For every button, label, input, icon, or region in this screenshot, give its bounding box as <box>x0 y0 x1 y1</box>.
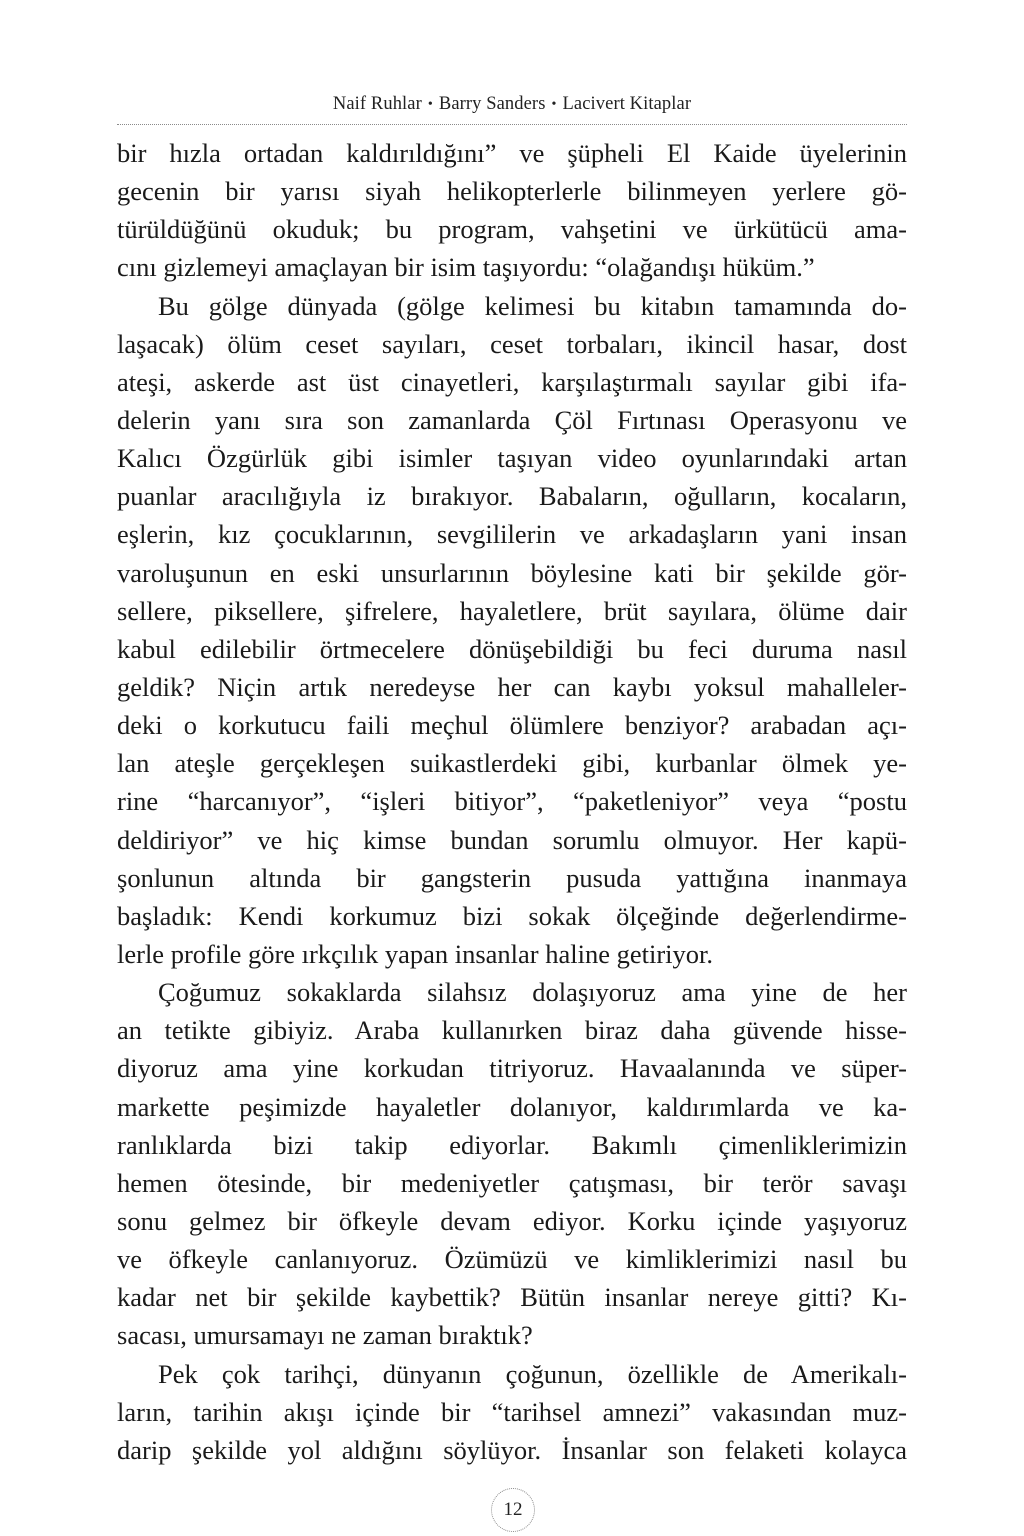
text-line: türüldüğünü okuduk; bu program, vahşetini ve ürkütücü ama- <box>117 214 907 245</box>
text-line: lerle profile göre ırkçılık yapan insanlar haline getiriyor. <box>117 938 714 969</box>
header-separator: • <box>551 97 557 112</box>
page-number: 12 <box>491 1488 535 1532</box>
text-line: darip şekilde yol aldığını söylüyor. İnsanlar son felaketi kolayca <box>117 1434 907 1465</box>
body-text <box>117 134 907 1469</box>
text-line: kabul edilebilir örtmecelere dönüşebildiği bu feci duruma nasıl <box>117 633 907 664</box>
text-line: eşlerin, kız çocuklarının, sevgililerin ve arkadaşların yani insan <box>117 519 907 550</box>
text-line: cını gizlemeyi amaçlayan bir isim taşıyordu: “olağandışı hüküm.” <box>117 252 815 283</box>
text-line: sonu gelmez bir öfkeyle devam ediyor. Korku içinde yaşıyoruz <box>117 1205 907 1236</box>
text-line: Kalıcı Özgürlük gibi isimler taşıyan video oyunlarındaki artan <box>117 443 907 474</box>
text-line: gecenin bir yarısı siyah helikopterlerle bilinmeyen yerlere gö- <box>117 176 907 207</box>
text-line: delerin yanı sıra son zamanlarda Çöl Fırtınası Operasyonu ve <box>117 404 907 435</box>
header-divider <box>117 124 907 125</box>
text-line: rine “harcanıyor”, “işleri bitiyor”, “paketleniyor” veya “postu <box>117 786 907 817</box>
text-line: ranlıklarda bizi takip ediyorlar. Bakımlı çimenliklerimizin <box>117 1129 907 1160</box>
text-line: ların, tarihin akışı içinde bir “tarihsel amnezi” vakasından muz- <box>117 1396 907 1427</box>
header-separator: • <box>427 97 433 112</box>
paragraph-first-line: Çoğumuz sokaklarda silahsız dolaşıyoruz ama yine de her <box>158 977 907 1008</box>
paragraph-first-line: Bu gölge dünyada (gölge kelimesi bu kitabın tamamında do- <box>158 290 907 321</box>
text-line: ateşi, askerde ast üst cinayetleri, karşılaştırmalı sayılar gibi ifa- <box>117 366 907 397</box>
text-line: diyoruz ama yine korkudan titriyoruz. Havaalanında ve süper- <box>117 1053 907 1084</box>
text-line: kadar net bir şekilde kaybettik? Bütün insanlar nereye gitti? Kı- <box>117 1282 907 1313</box>
text-line: markette peşimizde hayaletler dolanıyor, kaldırımlarda ve ka- <box>117 1091 907 1122</box>
text-line: sellere, piksellere, şifrelere, hayaletlere, brüt sayılara, ölüme dair <box>117 595 907 626</box>
text-line: geldik? Niçin artık neredeyse her can kaybı yoksul mahalleler- <box>117 671 907 702</box>
header-author-2: Barry Sanders <box>438 94 546 114</box>
header-author: Naif Ruhlar <box>332 94 422 114</box>
text-line: ve öfkeyle canlanıyoruz. Özümüzü ve kimliklerimizi nasıl bu <box>117 1244 907 1275</box>
text-line: varoluşunun en eski unsurlarının böylesine kati bir şekilde gör- <box>117 557 907 588</box>
running-header <box>117 94 907 115</box>
text-line: deldiriyor” ve hiç kimse bundan sorumlu olmuyor. Her kapü- <box>117 824 907 855</box>
text-line: lan ateşle gerçekleşen suikastlerdeki gibi, kurbanlar ölmek ye- <box>117 748 907 779</box>
text-line: şonlunun altında bir gangsterin pusuda yattığına inanmaya <box>117 862 907 893</box>
text-line: bir hızla ortadan kaldırıldığını” ve şüpheli El Kaide üyelerinin <box>117 138 907 168</box>
text-line: puanlar aracılığıyla iz bırakıyor. Babaların, oğulların, kocaların, <box>117 481 907 512</box>
text-line: hemen ötesinde, bir medeniyetler çatışması, bir terör savaşı <box>117 1167 907 1198</box>
text-line: başladık: Kendi korkumuz bizi sokak ölçeğinde değerlendirme- <box>117 900 907 931</box>
text-line: deki o korkutucu faili meçhul ölümlere benziyor? arabadan açı- <box>117 710 907 741</box>
header-publisher: Lacivert Kitaplar <box>562 94 692 114</box>
text-line: an tetikte gibiyiz. Araba kullanırken biraz daha güvende hisse- <box>117 1015 907 1046</box>
text-line: laşacak) ölüm ceset sayıları, ceset torbaları, ikincil hasar, dost <box>117 328 907 359</box>
text-line: sacası, umursamayı ne zaman bıraktık? <box>117 1320 533 1351</box>
paragraph-first-line: Pek çok tarihçi, dünyanın çoğunun, özellikle de Amerikalı- <box>158 1358 907 1389</box>
